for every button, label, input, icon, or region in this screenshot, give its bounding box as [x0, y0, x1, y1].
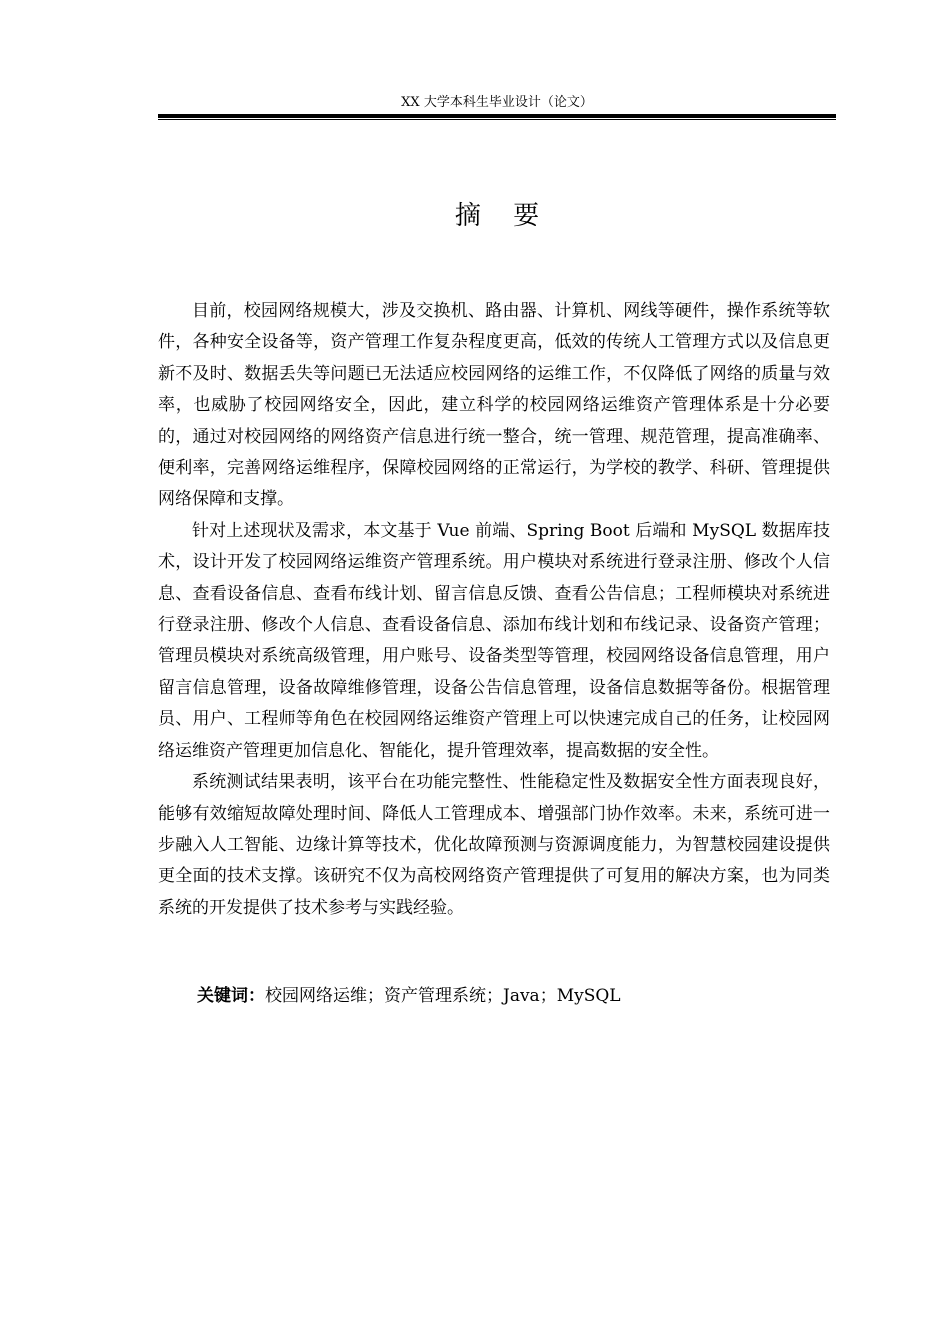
abstract-title: 摘 要: [454, 201, 552, 231]
header-rule-thin: [158, 119, 836, 120]
abstract-paragraph: 针对上述现状及需求，本文基于 Vue 前端、Spring Boot 后端和 MySQL 数据库技术，设计开发了校园网络运维资产管理系统。用户模块对系统进行登录注册、修改个人信息、查看设备信息、查看布线计划、留言信息反馈、查看公告信息；工程师模块对系统进行登录注册、修改个人信息、查看设备信息、添加布线计划和布线记录、设备资产管理；管理员模块对系统高级管理，用户账号、设备类型等管理，校园网络设备信息管理，用户留言信息管理，设备故障维修管理，设备公告信息管理，设备信息数据等备份。根据管理员、用户、工程师等角色在校园网络运维资产管理上可以快速完成自己的任务，让校园网络运维资产管理更加信息化、智能化，提升管理效率，提高数据的安全性。: [158, 520, 830, 761]
keywords-line: [197, 982, 837, 1010]
abstract-paragraph: 系统测试结果表明，该平台在功能完整性、性能稳定性及数据安全性方面表现良好，能够有效缩短故障处理时间、降低人工管理成本、增强部门协作效率。未来，系统可进一步融入人工智能、边缘计算等技术，优化故障预测与资源调度能力，为智慧校园建设提供更全面的技术支撑。该研究不仅为高校网络资产管理提供了可复用的解决方案，也为同类系统的开发提供了技术参考与实践经验。: [158, 772, 830, 918]
header-rule-thick: [158, 114, 836, 118]
running-header: XX 大学本科生毕业设计（论文）: [401, 95, 593, 110]
keywords-label: 关键词：: [197, 986, 265, 1006]
abstract-body: [158, 296, 830, 924]
keywords-value: 校园网络运维；资产管理系统；Java；MySQL: [265, 986, 621, 1006]
abstract-paragraph: 目前，校园网络规模大，涉及交换机、路由器、计算机、网线等硬件，操作系统等软件，各种安全设备等，资产管理工作复杂程度更高，低效的传统人工管理方式以及信息更新不及时、数据丢失等问题已无法适应校园网络的运维工作，不仅降低了网络的质量与效率，也威胁了校园网络安全，因此，建立科学的校园网络运维资产管理体系是十分必要的，通过对校园网络的网络资产信息进行统一整合，统一管理、规范管理，提高准确率、便利率，完善网络运维程序，保障校园网络的正常运行，为学校的教学、科研、管理提供网络保障和支撑。: [158, 301, 830, 510]
